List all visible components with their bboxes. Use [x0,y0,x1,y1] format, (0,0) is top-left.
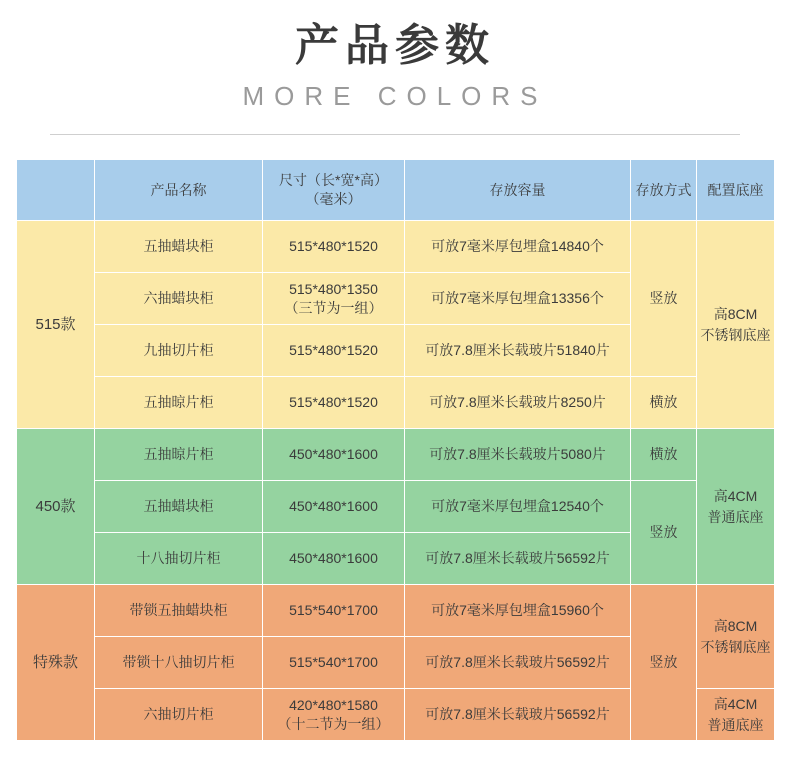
cell-base [697,585,775,689]
cell-capacity: 可放7.8厘米长载玻片5080片 [405,429,631,481]
table-row [17,429,775,481]
cell-name: 九抽切片柜 [95,325,263,377]
table-row [17,221,775,273]
cell-capacity: 可放7毫米厚包埋盒13356个 [405,273,631,325]
cell-size-line1: 420*480*1580 [289,696,378,713]
cell-size [263,377,405,429]
cell-capacity: 可放7毫米厚包埋盒12540个 [405,481,631,533]
cell-name: 十八抽切片柜 [95,533,263,585]
cell-base-line2: 不锈钢底座 [700,326,771,343]
header-row [17,160,775,221]
cell-capacity: 可放7.8厘米长载玻片56592片 [405,637,631,689]
cell-base [697,221,775,429]
cell-name: 带锁五抽蜡块柜 [95,585,263,637]
header-size [263,160,405,221]
cell-size-line1: 450*480*1600 [289,446,378,463]
cell-size [263,273,405,325]
cell-size [263,221,405,273]
table-row [17,377,775,429]
cell-size-line2: （三节为一组） [284,299,383,316]
cell-capacity: 可放7毫米厚包埋盒14840个 [405,221,631,273]
cell-size [263,533,405,585]
cell-capacity: 可放7.8厘米长载玻片8250片 [405,377,631,429]
cell-size-line1: 450*480*1600 [289,550,378,567]
group-515 [17,221,775,429]
cell-base-line2: 普通底座 [707,508,764,525]
title-block [0,0,790,112]
cell-capacity: 可放7.8厘米长载玻片56592片 [405,533,631,585]
cell-base-line2: 不锈钢底座 [700,638,771,655]
cell-size-line1: 515*480*1520 [289,342,378,359]
table-row [17,481,775,533]
cell-way: 横放 [631,429,697,481]
table-row [17,585,775,637]
cell-size-line1: 515*480*1350 [289,280,378,297]
cell-way: 横放 [631,377,697,429]
cell-size [263,481,405,533]
cell-size-line2: （十二节为一组） [277,715,390,732]
cell-size-line1: 515*480*1520 [289,394,378,411]
page-subtitle: MORE COLORS [242,81,548,111]
cell-base-line1: 高8CM [713,618,758,635]
cell-base-line1: 高4CM [713,488,758,505]
cell-base [697,429,775,585]
cell-name: 五抽蜡块柜 [95,221,263,273]
title-divider [50,134,740,135]
spec-table [16,159,775,741]
header-base: 配置底座 [697,160,775,221]
header-way: 存放方式 [631,160,697,221]
cell-name: 五抽晾片柜 [95,377,263,429]
group-450 [17,429,775,585]
group-special [17,585,775,741]
group-label-special: 特殊款 [17,585,95,741]
cell-size-line1: 515*540*1700 [289,654,378,671]
cell-name: 五抽蜡块柜 [95,481,263,533]
cell-base-line1: 高8CM [713,306,758,323]
cell-size-line1: 515*480*1520 [289,238,378,255]
cell-way: 竖放 [631,221,697,377]
cell-base-line1: 高4CM [713,696,758,713]
header-size-line1: 尺寸（长*宽*高） [279,172,388,189]
cell-size-line1: 515*540*1700 [289,602,378,619]
cell-capacity: 可放7.8厘米长载玻片51840片 [405,325,631,377]
cell-size [263,637,405,689]
header-capacity: 存放容量 [405,160,631,221]
cell-way: 竖放 [631,585,697,741]
spec-table-wrap [16,159,774,741]
cell-size-line1: 450*480*1600 [289,498,378,515]
group-label-515: 515款 [17,221,95,429]
cell-name: 带锁十八抽切片柜 [95,637,263,689]
cell-capacity: 可放7毫米厚包埋盒15960个 [405,585,631,637]
cell-size [263,585,405,637]
cell-size [263,325,405,377]
cell-name: 六抽蜡块柜 [95,273,263,325]
cell-base-line2: 普通底座 [707,716,764,733]
cell-size [263,689,405,741]
group-label-450: 450款 [17,429,95,585]
cell-name: 五抽晾片柜 [95,429,263,481]
header-name: 产品名称 [95,160,263,221]
table-header [17,160,775,221]
cell-name: 六抽切片柜 [95,689,263,741]
header-size-line2: （毫米） [305,191,362,207]
cell-base [697,689,775,741]
cell-capacity: 可放7.8厘米长载玻片56592片 [405,689,631,741]
cell-size [263,429,405,481]
page-title: 产品参数 [295,21,495,70]
cell-way: 竖放 [631,481,697,585]
header-group [17,160,95,221]
